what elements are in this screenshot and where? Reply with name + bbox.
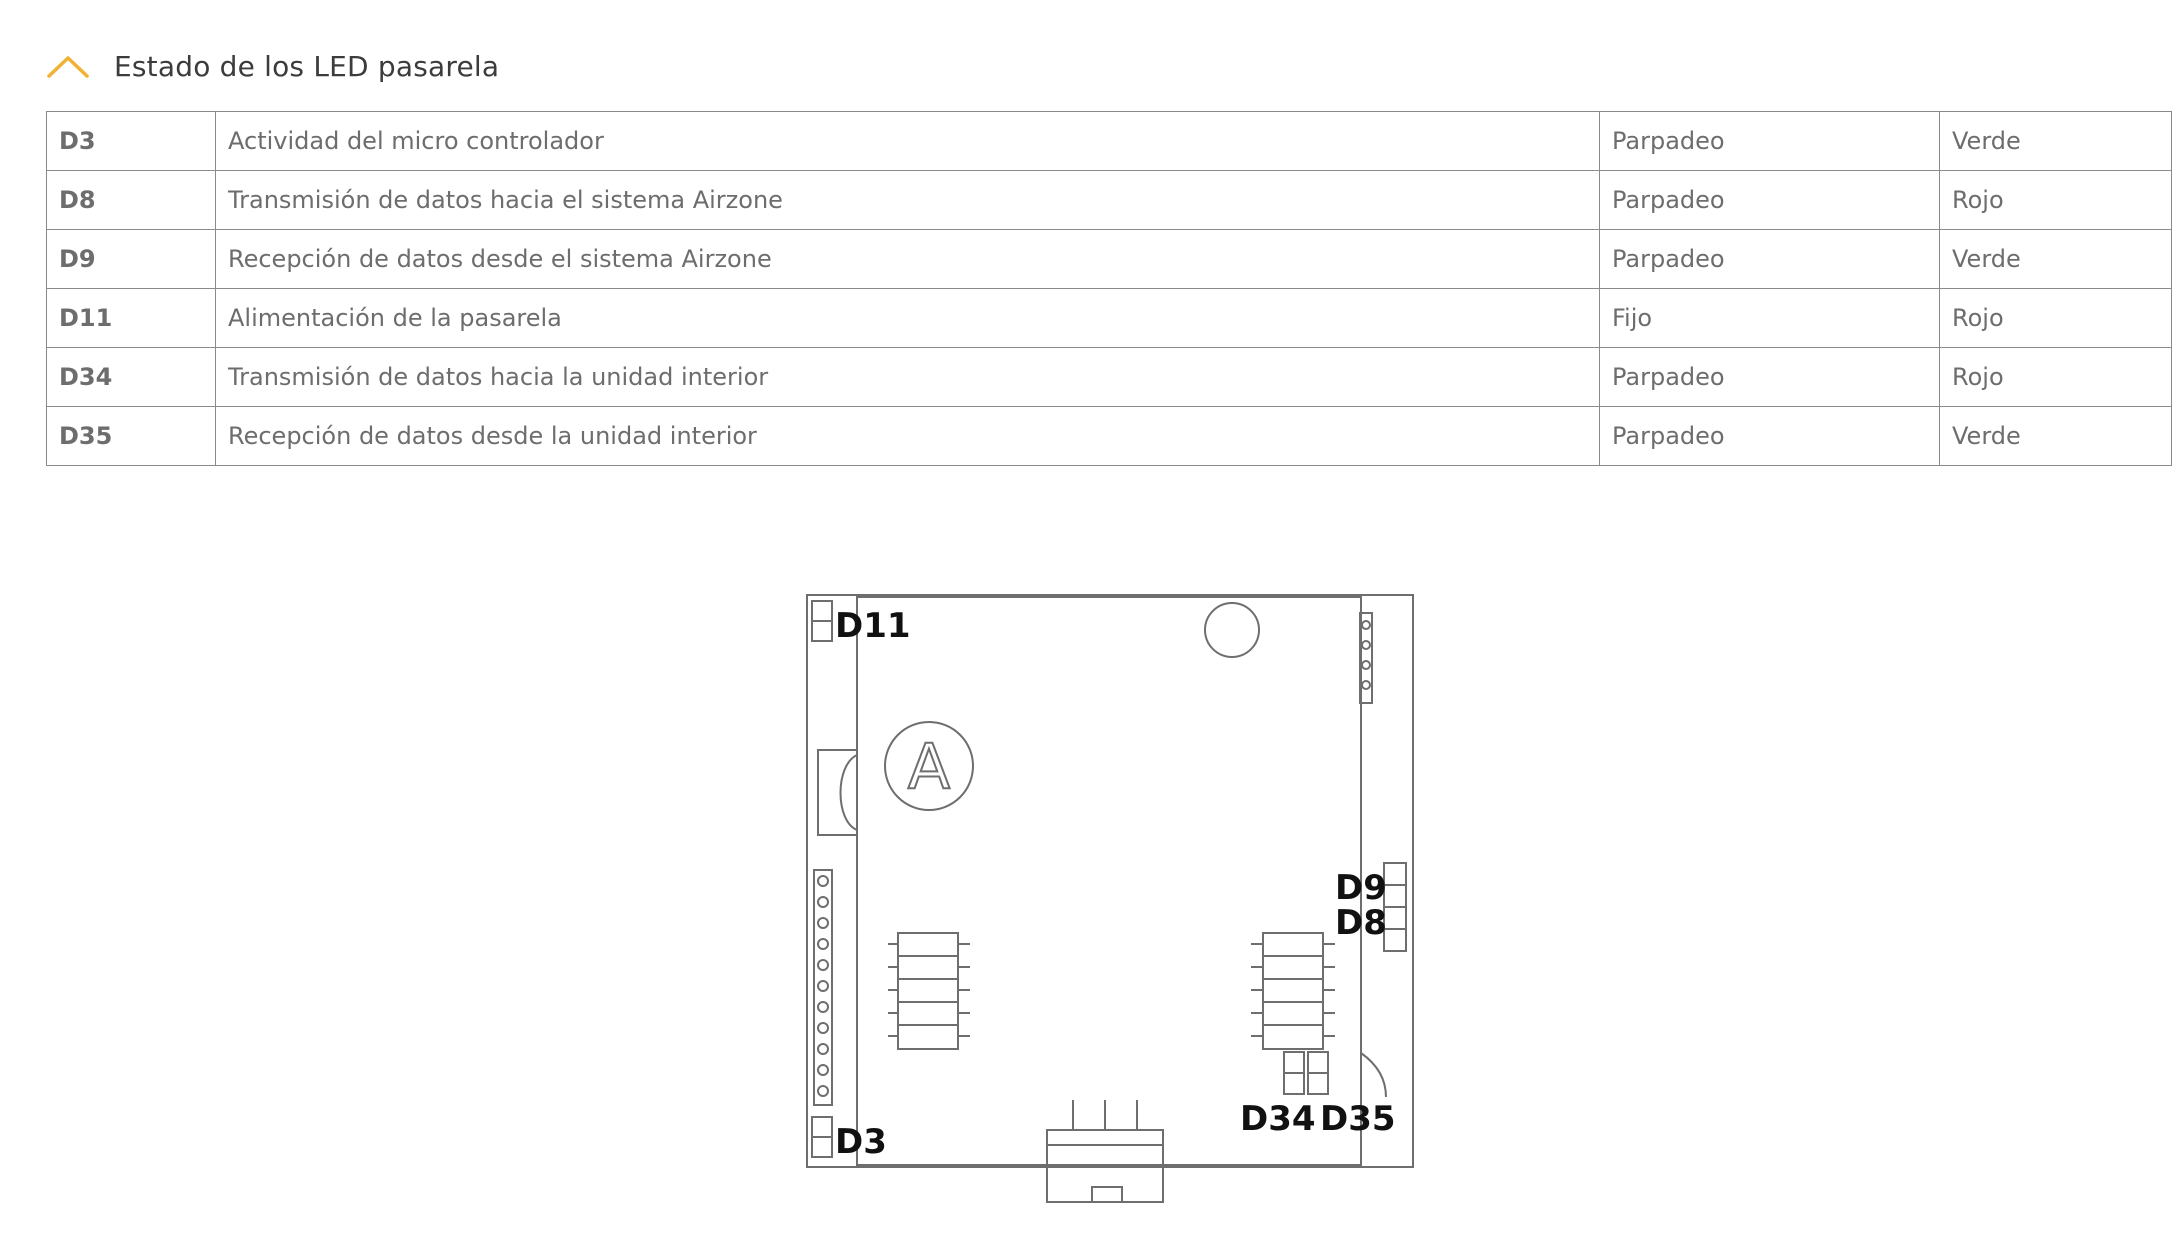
- led-description: Transmisión de datos hacia la unidad interior: [216, 348, 1600, 407]
- board-outline: [807, 595, 1413, 1167]
- led-code: D34: [47, 348, 216, 407]
- label-d8: D8: [1335, 903, 1387, 943]
- label-d11: D11: [835, 606, 911, 646]
- label-d35: D35: [1320, 1099, 1396, 1139]
- board-svg: [790, 585, 1430, 1215]
- section-title: Estado de los LED pasarela: [114, 49, 500, 83]
- board-inner-panel: [857, 597, 1361, 1165]
- led-color: Verde: [1940, 407, 2172, 466]
- table-row: [47, 407, 2172, 466]
- led-code: D3: [47, 112, 216, 171]
- table-row: [47, 112, 2172, 171]
- led-description: Actividad del micro controlador: [216, 112, 1600, 171]
- led-color: Rojo: [1940, 171, 2172, 230]
- led-code: D35: [47, 407, 216, 466]
- table-row: [47, 289, 2172, 348]
- table-row: [47, 230, 2172, 289]
- marker-label: A: [907, 730, 951, 803]
- label-d34: D34: [1240, 1099, 1316, 1139]
- led-color: Rojo: [1940, 348, 2172, 407]
- table-row: [47, 171, 2172, 230]
- mounting-hole: [1205, 603, 1259, 657]
- accordion-toggle[interactable]: [46, 44, 499, 88]
- left-pin-header: [814, 870, 832, 1105]
- led-status-table: [46, 111, 2172, 466]
- chevron-up-icon: [46, 53, 90, 79]
- led-code: D9: [47, 230, 216, 289]
- led-code: D8: [47, 171, 216, 230]
- led-code: D11: [47, 289, 216, 348]
- led-color: Verde: [1940, 112, 2172, 171]
- led-state: Parpadeo: [1600, 230, 1940, 289]
- led-state: Parpadeo: [1600, 112, 1940, 171]
- led-color: Rojo: [1940, 289, 2172, 348]
- led-description: Alimentación de la pasarela: [216, 289, 1600, 348]
- jumper-block-left: [888, 933, 970, 1049]
- label-d3: D3: [835, 1122, 887, 1162]
- side-bracket: [818, 750, 857, 835]
- table-row: [47, 348, 2172, 407]
- led-description: Transmisión de datos hacia el sistema Airzone: [216, 171, 1600, 230]
- led-description: Recepción de datos desde el sistema Airzone: [216, 230, 1600, 289]
- jumper-block-right: [1251, 933, 1335, 1049]
- led-state: Parpadeo: [1600, 407, 1940, 466]
- gateway-board-diagram: [790, 585, 1430, 1215]
- led-state: Fijo: [1600, 289, 1940, 348]
- label-d9: D9: [1335, 868, 1387, 908]
- led-color: Verde: [1940, 230, 2172, 289]
- led-state: Parpadeo: [1600, 171, 1940, 230]
- led-description: Recepción de datos desde la unidad interior: [216, 407, 1600, 466]
- led-state: Parpadeo: [1600, 348, 1940, 407]
